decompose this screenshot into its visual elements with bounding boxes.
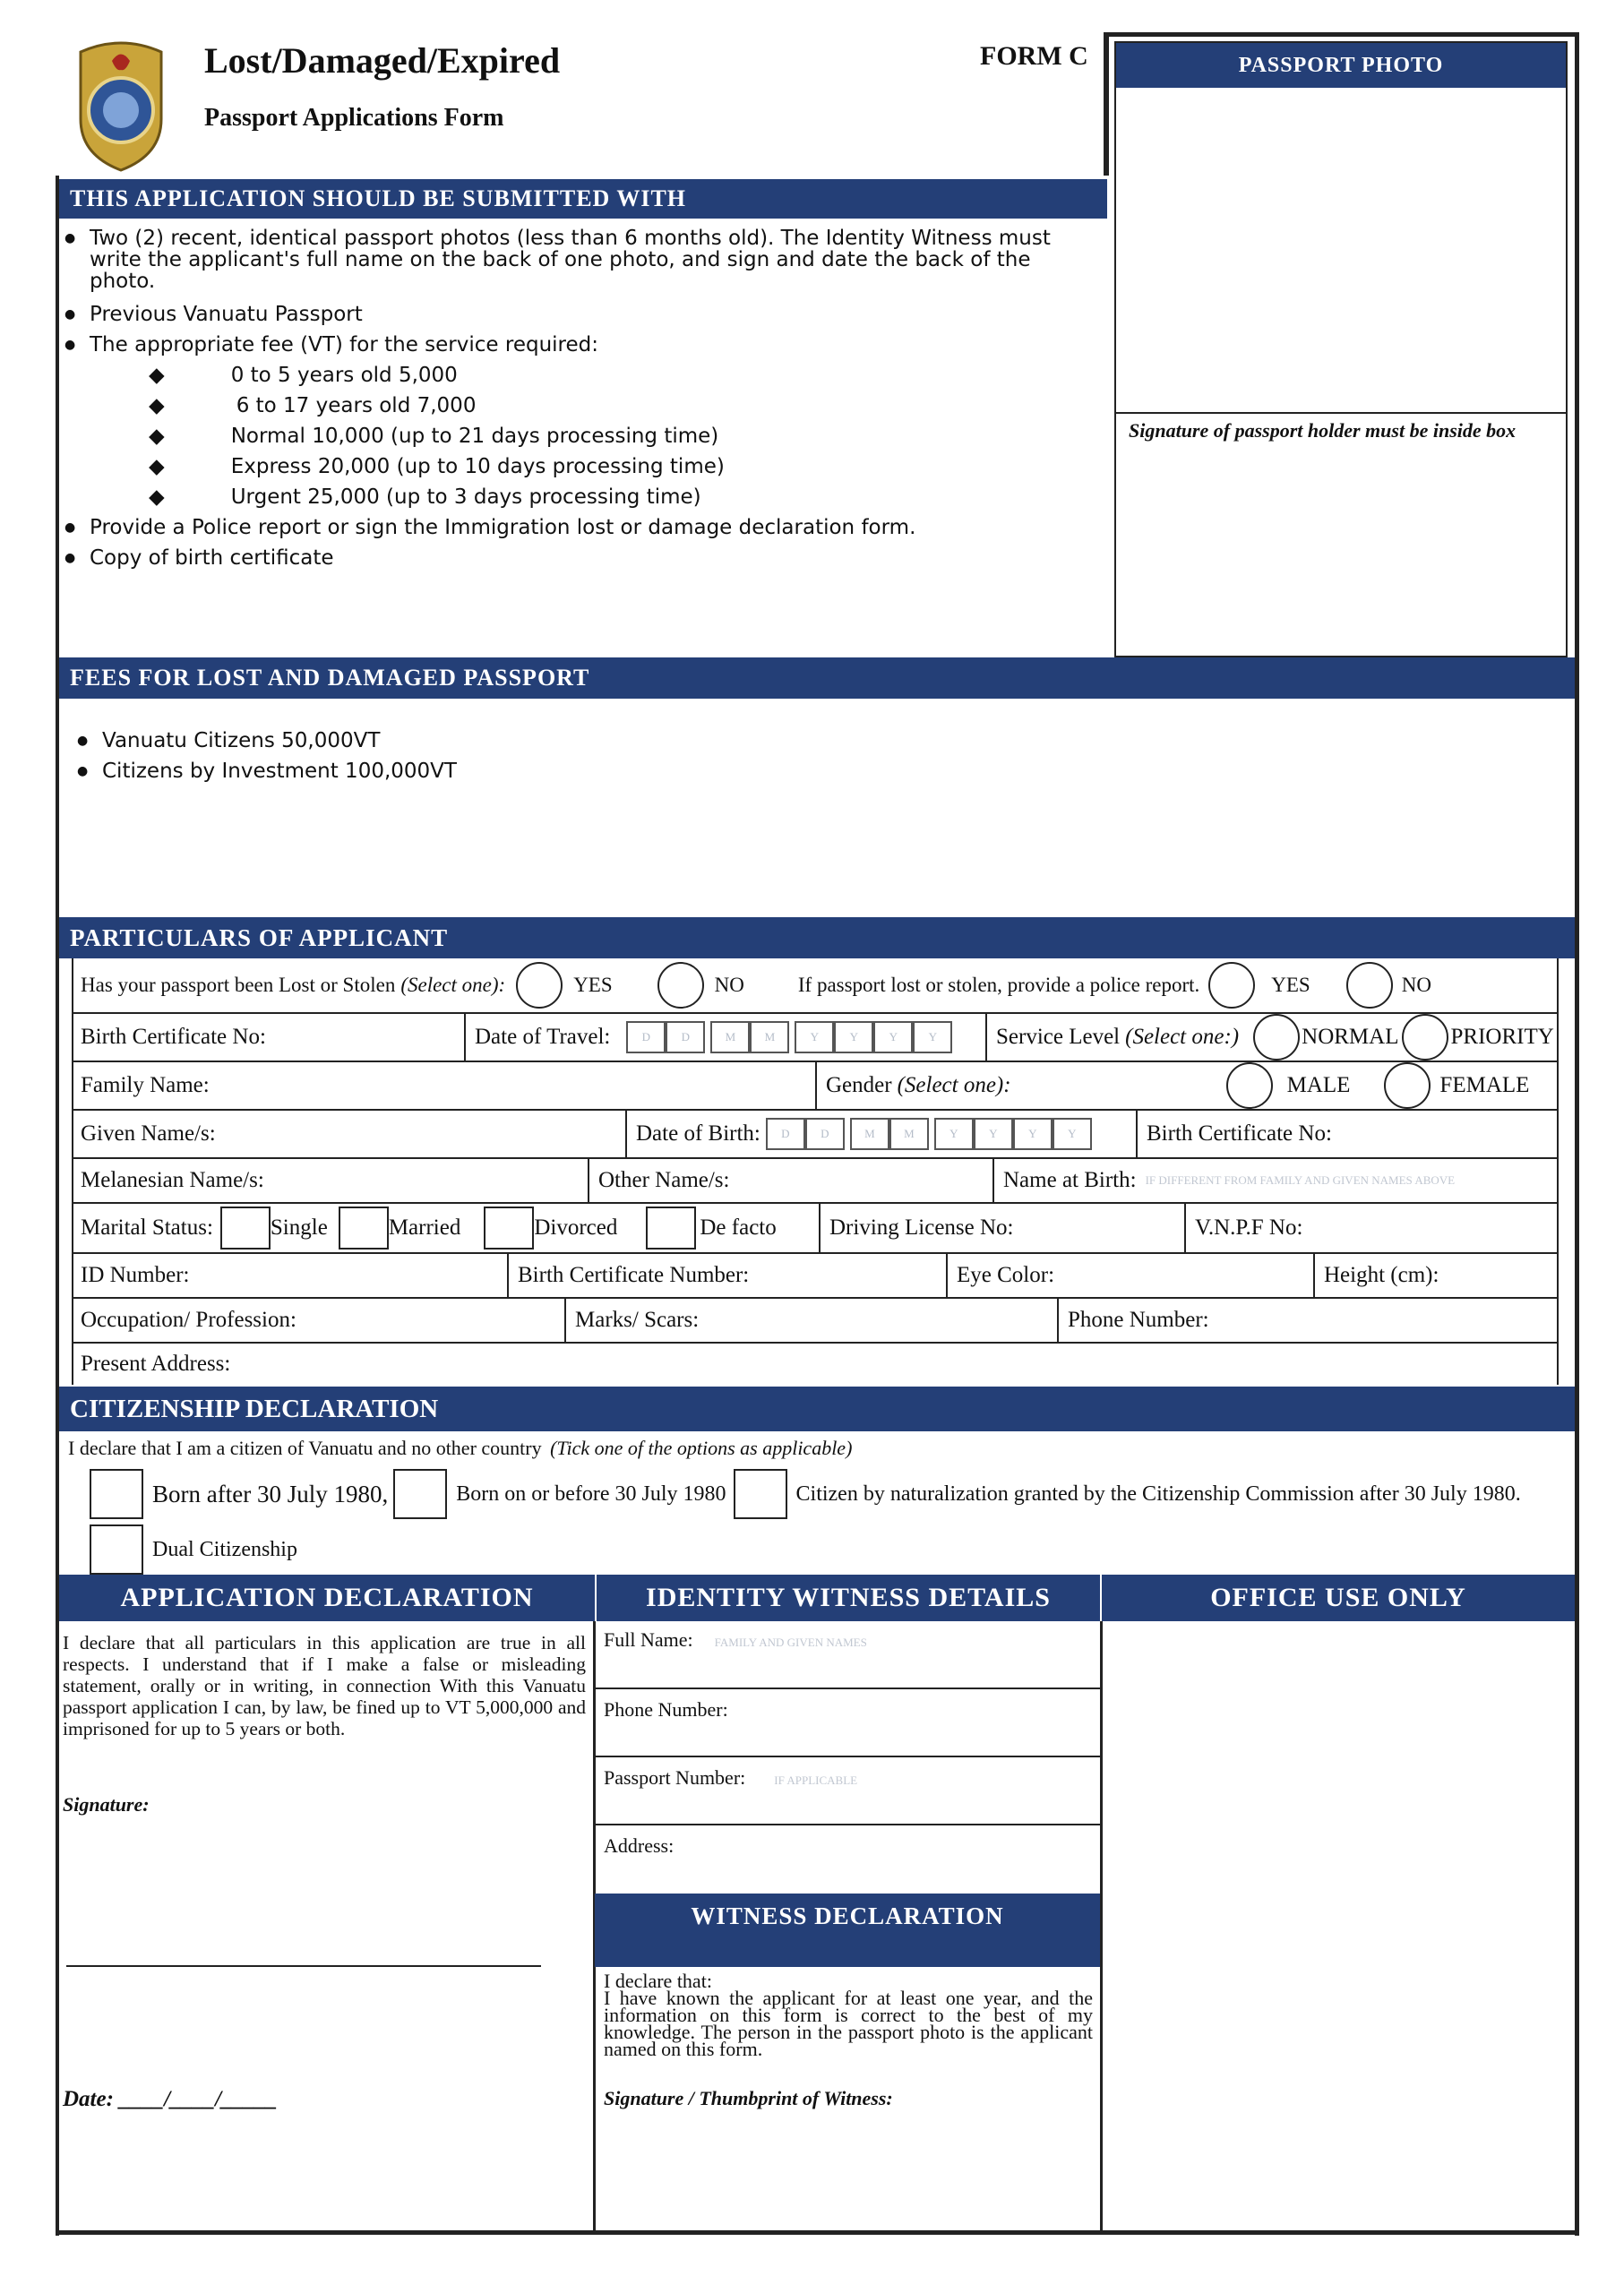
- born-before-1980-label: Born on or before 30 July 1980: [456, 1481, 726, 1506]
- male-label: MALE: [1286, 1073, 1351, 1097]
- height-label: Height (cm):: [1324, 1263, 1439, 1287]
- male-radio[interactable]: [1226, 1062, 1273, 1109]
- birth-digit-box[interactable]: M: [850, 1118, 889, 1150]
- born-before-1980-checkbox[interactable]: [393, 1469, 447, 1519]
- lost-yes-label: YES: [573, 974, 613, 996]
- form-code: FORM C: [980, 41, 1088, 71]
- dual-citizenship-checkbox[interactable]: [90, 1524, 143, 1575]
- fee-list: [149, 360, 1102, 512]
- signature-note: Signature of passport holder must be inside box: [1129, 419, 1517, 442]
- female-label: FEMALE: [1439, 1073, 1530, 1097]
- lost-question: Has your passport been Lost or Stolen: [81, 974, 396, 996]
- id-number-label: ID Number:: [81, 1263, 190, 1287]
- travel-digit-box[interactable]: Y: [795, 1021, 834, 1053]
- lost-stolen-row: [72, 958, 1559, 1014]
- req-fee: ● The appropriate fee (VT) for the service required:: [63, 330, 1102, 360]
- witness-full-name-row[interactable]: [595, 1621, 1100, 1689]
- family-row: [72, 1062, 1559, 1111]
- identity-witness-title: IDENTITY WITNESS DETAILS: [595, 1575, 1102, 1621]
- main-frame-left: [56, 176, 59, 2236]
- citizenship-options-row2: [90, 1524, 297, 1575]
- req-police-report: ● Provide a Police report or sign the Immigration lost or damage declaration form.: [63, 512, 1102, 543]
- phone-number-label: Phone Number:: [1068, 1308, 1209, 1332]
- married-checkbox[interactable]: [339, 1207, 389, 1250]
- marks-scars-label: Marks/ Scars:: [575, 1308, 700, 1332]
- gender-label: Gender: [826, 1073, 892, 1097]
- travel-digit-box[interactable]: M: [710, 1021, 750, 1053]
- birth-cert-number-label: Birth Certificate Number:: [518, 1263, 750, 1287]
- header-frame-top: [1104, 32, 1578, 37]
- particulars-title: PARTICULARS OF APPLICANT: [59, 917, 1575, 958]
- birth-cert-no2-label: Birth Certificate No:: [1147, 1121, 1332, 1146]
- application-declaration-title: APPLICATION DECLARATION: [59, 1575, 595, 1621]
- lost-select-one: (Select one):: [400, 974, 506, 996]
- header-frame-line: [1104, 32, 1109, 176]
- travel-digit-box[interactable]: D: [626, 1021, 666, 1053]
- witness-full-name-label: Full Name:: [604, 1628, 693, 1651]
- name-at-birth-hint: IF DIFFERENT FROM FAMILY AND GIVEN NAMES ABOVE: [1145, 1173, 1456, 1187]
- witness-declaration-text: [604, 1970, 1093, 2060]
- citizenship-statement: I declare that I am a citizen of Vanuatu and no other country (Tick one of the options as applicable): [68, 1437, 853, 1459]
- citizenship-note: (Tick one of the options as applicable): [550, 1437, 853, 1459]
- application-declaration-text: I declare that all particulars in this application are true in all respects. I understand that if I make a false or misleading statement, orally or in writing, in connection With this Vanuatu passport application I can, by law, be fined up to VT 5,000,000 and imprisoned for up to 5 years or both.: [63, 1632, 586, 1739]
- birth-digit-box[interactable]: D: [766, 1118, 805, 1150]
- police-yes-radio[interactable]: [1208, 962, 1255, 1009]
- main-frame-right: [1575, 32, 1579, 2236]
- normal-label: NORMAL: [1302, 1025, 1399, 1049]
- birth-digit-box[interactable]: D: [805, 1118, 845, 1150]
- witness-phone-label: Phone Number:: [604, 1698, 728, 1721]
- citizenship-title: CITIZENSHIP DECLARATION: [59, 1387, 1575, 1431]
- police-no-label: NO: [1401, 974, 1431, 996]
- travel-digit-box[interactable]: Y: [873, 1021, 913, 1053]
- fee-item: ◆ Express 20,000 (up to 10 days processing time): [149, 455, 725, 478]
- travel-digit-box[interactable]: Y: [834, 1021, 873, 1053]
- fees-title: FEES FOR LOST AND DAMAGED PASSPORT: [59, 657, 1575, 699]
- office-use-title: OFFICE USE ONLY: [1102, 1575, 1575, 1621]
- witness-signature-label[interactable]: Signature / Thumbprint of Witness:: [604, 2087, 893, 2109]
- birth-digit-box[interactable]: Y: [1053, 1118, 1092, 1150]
- submit-with-list: [63, 228, 1102, 573]
- service-level-label: Service Level: [996, 1025, 1121, 1049]
- names-row: [72, 1159, 1559, 1204]
- other-names-label: Other Name/s:: [598, 1168, 730, 1192]
- fee-item: ◆ Normal 10,000 (up to 21 days processing time): [149, 425, 719, 448]
- fee-item: ◆ 6 to 17 years old 7,000: [149, 394, 477, 417]
- police-no-radio[interactable]: [1346, 962, 1393, 1009]
- born-after-1980-checkbox[interactable]: [90, 1469, 143, 1519]
- birth-digit-box[interactable]: Y: [974, 1118, 1013, 1150]
- id-row: [72, 1254, 1559, 1299]
- driving-license-label: Driving License No:: [829, 1215, 1014, 1240]
- witness-passport-row[interactable]: [595, 1757, 1100, 1825]
- married-label: Married: [388, 1215, 461, 1240]
- citizenship-options-row1: [90, 1469, 1521, 1519]
- fee-citizens-investment: ● Citizens by Investment 100,000VT: [75, 756, 457, 786]
- witness-declaration-title: WITNESS DECLARATION: [595, 1894, 1100, 1967]
- service-select-one: (Select one:): [1125, 1025, 1240, 1049]
- signature-divider: [1116, 412, 1566, 414]
- occupation-label: Occupation/ Profession:: [81, 1308, 296, 1332]
- birth-digit-box[interactable]: Y: [934, 1118, 974, 1150]
- birth-digit-box[interactable]: Y: [1013, 1118, 1053, 1150]
- de-facto-label: De facto: [700, 1215, 777, 1240]
- witness-passport-hint: IF APPLICABLE: [774, 1773, 858, 1787]
- present-address-label: Present Address:: [81, 1352, 231, 1376]
- req-birth-cert: ● Copy of birth certificate: [63, 543, 1102, 573]
- witness-declaration-body: I have known the applicant for at least one year, and the information on this form is correct to the best of my knowledge. The person in the passport photo is the applicant named on this form.: [604, 1987, 1093, 2060]
- born-after-1980-label: Born after 30 July 1980,: [152, 1480, 389, 1507]
- applicant-signature-line[interactable]: [66, 1965, 541, 1967]
- birth-cert-no-label: Birth Certificate No:: [81, 1025, 266, 1049]
- naturalization-label: Citizen by naturalization granted by the Citizenship Commission after 30 July 1980.: [795, 1481, 1521, 1506]
- birth-digit-box[interactable]: M: [889, 1118, 929, 1150]
- fee-item: ◆ 0 to 5 years old 5,000: [149, 364, 458, 387]
- main-frame-bottom: [56, 2230, 1579, 2235]
- lost-no-radio[interactable]: [657, 962, 704, 1009]
- submit-with-title: THIS APPLICATION SHOULD BE SUBMITTED WITH: [59, 179, 1107, 219]
- fee-item: ◆ Urgent 25,000 (up to 3 days processing time): [149, 485, 701, 509]
- witness-phone-row[interactable]: [595, 1689, 1100, 1757]
- form-subtitle: Passport Applications Form: [204, 104, 504, 132]
- vnpf-label: V.N.P.F No:: [1195, 1215, 1303, 1240]
- divorced-checkbox[interactable]: [484, 1207, 534, 1250]
- family-name-label: Family Name:: [81, 1073, 210, 1097]
- req-previous-passport: ● Previous Vanuatu Passport: [63, 299, 1102, 330]
- eye-color-label: Eye Color:: [957, 1263, 1055, 1287]
- date-of-birth-label: Date of Birth:: [636, 1121, 760, 1146]
- address-row: [72, 1344, 1559, 1385]
- female-radio[interactable]: [1384, 1062, 1431, 1109]
- applicant-signature-label: Signature:: [63, 1793, 150, 1816]
- witness-address-label: Address:: [604, 1834, 675, 1857]
- col-divider-2: [1100, 1621, 1103, 2230]
- given-names-label: Given Name/s:: [81, 1121, 216, 1146]
- applicant-date-field[interactable]: Date: ____/____/_____: [63, 2087, 278, 2111]
- dual-citizenship-label: Dual Citizenship: [152, 1537, 297, 1561]
- police-question: If passport lost or stolen, provide a police report.: [797, 974, 1200, 996]
- travel-digit-box[interactable]: Y: [913, 1021, 952, 1053]
- marital-status-label: Marital Status:: [81, 1215, 213, 1240]
- witness-declaration-line1: I declare that:: [604, 1970, 712, 1992]
- passport-photo-box[interactable]: [1114, 41, 1568, 657]
- travel-digit-box[interactable]: D: [666, 1021, 705, 1053]
- divorced-label: Divorced: [534, 1215, 618, 1240]
- name-at-birth-label: Name at Birth:: [1003, 1168, 1137, 1192]
- priority-radio[interactable]: [1402, 1014, 1448, 1061]
- immigration-emblem-logo: [72, 34, 170, 173]
- single-checkbox[interactable]: [220, 1207, 271, 1250]
- lost-yes-radio[interactable]: [516, 962, 563, 1009]
- naturalization-checkbox[interactable]: [734, 1469, 787, 1519]
- witness-passport-label: Passport Number:: [604, 1766, 746, 1789]
- witness-address-row[interactable]: [595, 1825, 1100, 1894]
- police-yes-label: YES: [1271, 974, 1310, 996]
- req-photos: ● Two (2) recent, identical passport photos (less than 6 months old). The Identity Witness must write the applicant's full name on the back of one photo, and sign and date the back of the photo.: [63, 228, 1102, 292]
- given-names-row: [72, 1111, 1559, 1159]
- gender-select-one: (Select one):: [897, 1073, 1011, 1097]
- form-title: Lost/Damaged/Expired: [204, 40, 561, 81]
- passport-photo-label: PASSPORT PHOTO: [1116, 43, 1566, 88]
- occupation-row: [72, 1299, 1559, 1344]
- de-facto-checkbox[interactable]: [646, 1207, 696, 1250]
- single-label: Single: [270, 1215, 328, 1240]
- fees-list: [75, 726, 457, 786]
- date-of-travel-label: Date of Travel:: [475, 1025, 611, 1049]
- witness-full-name-hint: FAMILY AND GIVEN NAMES: [714, 1636, 867, 1649]
- travel-digit-box[interactable]: M: [750, 1021, 789, 1053]
- melanesian-names-label: Melanesian Name/s:: [81, 1168, 264, 1192]
- lost-no-label: NO: [714, 974, 744, 996]
- fee-vanuatu-citizens: ● Vanuatu Citizens 50,000VT: [75, 726, 457, 756]
- normal-radio[interactable]: [1253, 1014, 1300, 1061]
- marital-row: [72, 1204, 1559, 1254]
- priority-label: PRIORITY: [1450, 1025, 1554, 1049]
- travel-row: [72, 1014, 1559, 1062]
